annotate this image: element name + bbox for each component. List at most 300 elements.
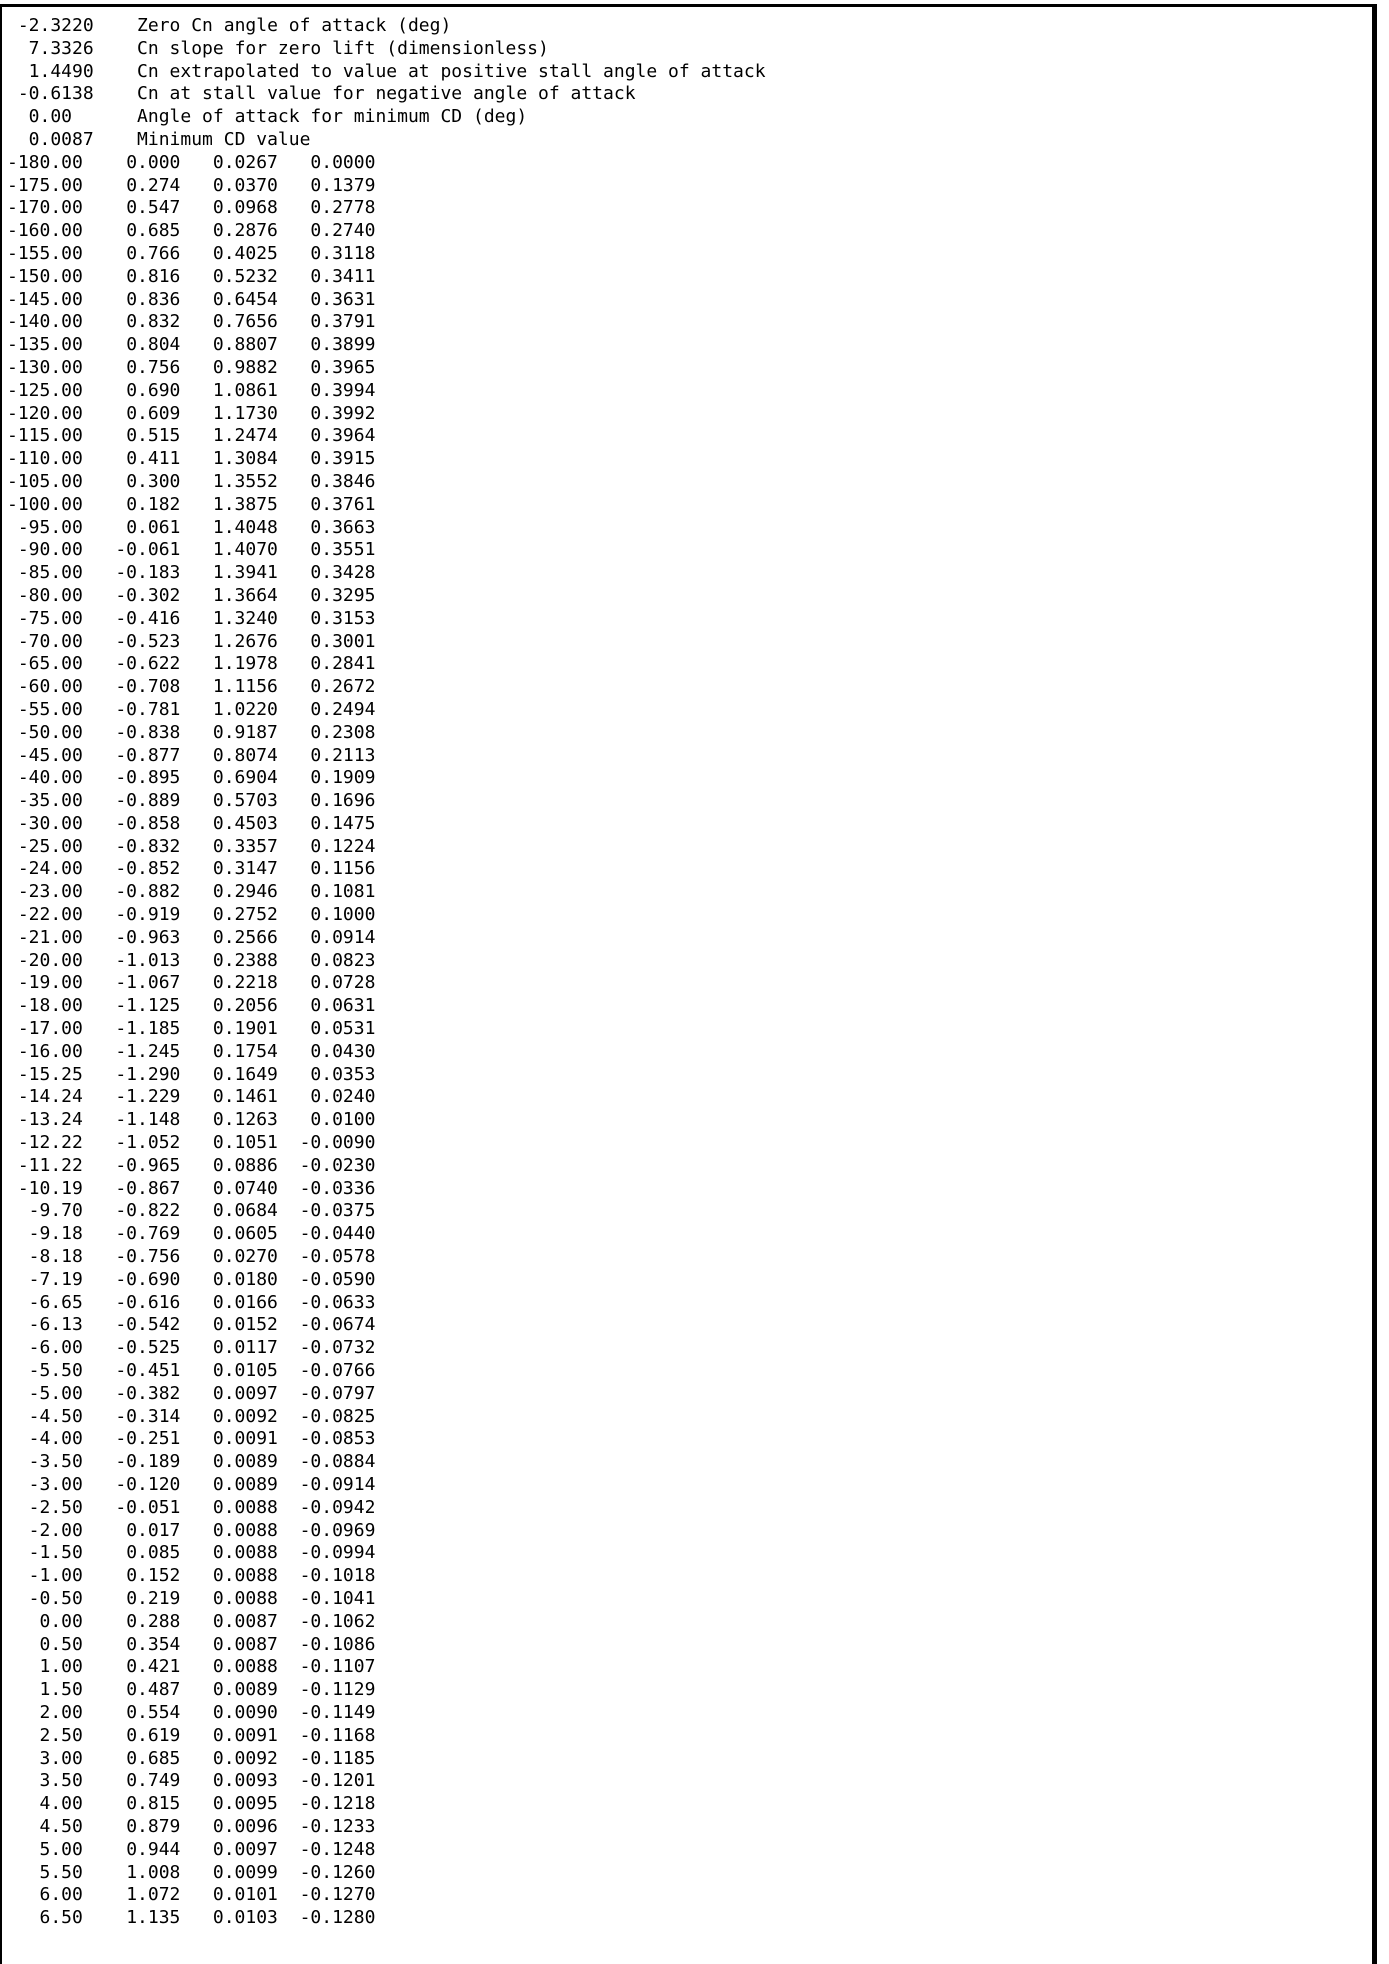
table-row: [7, 1246, 1372, 1269]
cd-cell: 0.1901: [212, 1018, 278, 1040]
cl-cell: 0.756: [126, 356, 181, 378]
cm-cell: -0.1086: [299, 1633, 376, 1655]
cm-cell: -0.0969: [299, 1519, 376, 1541]
table-row: [7, 1406, 1372, 1429]
param-label: Minimum CD value: [137, 128, 311, 150]
cd-cell: 1.0861: [212, 379, 278, 401]
table-row: [7, 1292, 1372, 1315]
cd-cell: 0.6454: [212, 288, 278, 310]
cd-cell: 0.0088: [212, 1565, 278, 1587]
cm-cell: 0.3992: [310, 402, 376, 424]
alpha-cell: -3.50: [28, 1451, 83, 1473]
alpha-cell: -65.00: [17, 653, 83, 675]
cd-cell: 1.1978: [212, 653, 278, 675]
cl-cell: 0.085: [126, 1542, 181, 1564]
cl-cell: 0.804: [126, 334, 181, 356]
alpha-cell: -70.00: [17, 630, 83, 652]
table-row: [7, 1064, 1372, 1087]
param-label: Angle of attack for minimum CD (deg): [137, 106, 528, 128]
table-row: [7, 1337, 1372, 1360]
cm-cell: 0.0430: [310, 1040, 376, 1062]
alpha-cell: -15.25: [17, 1063, 83, 1085]
cd-cell: 0.0091: [212, 1428, 278, 1450]
alpha-cell: 1.00: [39, 1656, 83, 1678]
alpha-cell: -1.00: [28, 1565, 83, 1587]
table-row: [7, 1428, 1372, 1451]
alpha-cell: -55.00: [17, 698, 83, 720]
alpha-cell: -170.00: [7, 197, 83, 219]
cm-cell: -0.0914: [299, 1474, 376, 1495]
cl-cell: 0.515: [126, 425, 181, 447]
table-row: [7, 517, 1372, 540]
alpha-cell: -0.50: [28, 1587, 83, 1609]
table-row: [7, 653, 1372, 676]
cd-cell: 0.2566: [212, 926, 278, 948]
table-row: [7, 1634, 1372, 1657]
cm-cell: -0.0766: [299, 1360, 376, 1382]
cl-cell: -0.708: [115, 676, 181, 698]
cm-cell: 0.2740: [310, 220, 376, 242]
cd-cell: 0.0099: [212, 1861, 278, 1883]
alpha-cell: -21.00: [17, 926, 83, 948]
table-row: [7, 813, 1372, 836]
table-row: [7, 1725, 1372, 1748]
table-row: [7, 608, 1372, 631]
cd-cell: 0.6904: [212, 767, 278, 789]
cl-cell: 0.152: [126, 1565, 181, 1587]
alpha-cell: -175.00: [7, 174, 83, 196]
table-row: [7, 403, 1372, 426]
cd-cell: 0.0101: [212, 1884, 278, 1906]
cm-cell: 0.1379: [310, 174, 376, 196]
cl-cell: -0.051: [115, 1496, 181, 1518]
cl-cell: 0.300: [126, 470, 181, 492]
param-label: Cn at stall value for negative angle of attack: [137, 83, 636, 105]
cm-cell: 0.3551: [310, 539, 376, 561]
table-row: [7, 357, 1372, 380]
table-row: [7, 631, 1372, 654]
cl-cell: -0.769: [115, 1223, 181, 1245]
cl-cell: 0.832: [126, 311, 181, 333]
table-row: [7, 243, 1372, 266]
cl-cell: 1.008: [126, 1861, 181, 1883]
alpha-cell: -9.70: [28, 1200, 83, 1222]
cm-cell: -0.0732: [299, 1337, 376, 1359]
cl-cell: -1.185: [115, 1018, 181, 1040]
alpha-cell: -105.00: [7, 470, 83, 492]
cl-cell: 0.182: [126, 493, 181, 515]
cd-cell: 1.2676: [212, 630, 278, 652]
cl-cell: 0.554: [126, 1701, 181, 1723]
alpha-cell: -20.00: [17, 949, 83, 971]
alpha-cell: -14.24: [17, 1086, 83, 1108]
cm-cell: 0.3965: [310, 356, 376, 378]
cl-cell: -1.067: [115, 972, 181, 994]
table-row: [7, 1748, 1372, 1771]
table-row: [7, 699, 1372, 722]
alpha-cell: -13.24: [17, 1109, 83, 1131]
cm-cell: 0.0531: [310, 1018, 376, 1040]
cm-cell: 0.3001: [310, 630, 376, 652]
alpha-cell: -7.19: [28, 1268, 83, 1290]
cm-cell: 0.3994: [310, 379, 376, 401]
cl-cell: 0.547: [126, 197, 181, 219]
cd-cell: 1.4070: [212, 539, 278, 561]
cl-cell: -0.965: [115, 1154, 181, 1176]
cl-cell: -0.525: [115, 1337, 181, 1359]
cm-cell: -0.0853: [299, 1428, 376, 1450]
cl-cell: 1.072: [126, 1884, 181, 1906]
table-row: [7, 1679, 1372, 1702]
cd-cell: 1.1730: [212, 402, 278, 424]
cd-cell: 0.3357: [212, 835, 278, 857]
cl-cell: -0.616: [115, 1291, 181, 1313]
alpha-cell: -17.00: [17, 1018, 83, 1040]
alpha-cell: -6.13: [28, 1314, 83, 1336]
cd-cell: 0.0088: [212, 1587, 278, 1609]
cd-cell: 1.3552: [212, 470, 278, 492]
alpha-cell: -8.18: [28, 1246, 83, 1268]
table-row: [7, 1839, 1372, 1862]
cd-cell: 0.2752: [212, 904, 278, 926]
cl-cell: 0.685: [126, 220, 181, 242]
alpha-cell: -50.00: [17, 721, 83, 743]
alpha-cell: -2.00: [28, 1519, 83, 1541]
cd-cell: 1.4048: [212, 516, 278, 538]
table-row: [7, 1132, 1372, 1155]
cm-cell: -0.1107: [299, 1656, 376, 1678]
cl-cell: -0.877: [115, 744, 181, 766]
cd-cell: 0.2218: [212, 972, 278, 994]
alpha-cell: -25.00: [17, 835, 83, 857]
cm-cell: 0.0728: [310, 972, 376, 994]
cm-cell: -0.0375: [299, 1200, 376, 1222]
cl-cell: -1.290: [115, 1063, 181, 1085]
cl-cell: 0.609: [126, 402, 181, 424]
alpha-cell: -6.65: [28, 1291, 83, 1313]
cd-cell: 0.0087: [212, 1610, 278, 1632]
cm-cell: 0.1696: [310, 790, 376, 812]
alpha-cell: -18.00: [17, 995, 83, 1017]
cm-cell: 0.0914: [310, 926, 376, 948]
cm-cell: -0.1280: [299, 1907, 376, 1929]
alpha-cell: -10.19: [17, 1177, 83, 1199]
alpha-cell: -75.00: [17, 607, 83, 629]
param-value: 7.3326: [7, 37, 94, 59]
cl-cell: -0.781: [115, 698, 181, 720]
cl-cell: -1.052: [115, 1132, 181, 1154]
cl-cell: -0.690: [115, 1268, 181, 1290]
cl-cell: 0.749: [126, 1770, 181, 1792]
cm-cell: 0.0240: [310, 1086, 376, 1108]
cl-cell: 0.685: [126, 1747, 181, 1769]
cd-cell: 0.0091: [212, 1724, 278, 1746]
cd-cell: 0.3147: [212, 858, 278, 880]
cd-cell: 0.0180: [212, 1268, 278, 1290]
table-row: [7, 676, 1372, 699]
table-row: [7, 539, 1372, 562]
cm-cell: -0.1218: [299, 1793, 376, 1815]
cd-cell: 0.1051: [212, 1132, 278, 1154]
alpha-cell: -60.00: [17, 676, 83, 698]
table-row: [7, 1086, 1372, 1109]
cd-cell: 0.9187: [212, 721, 278, 743]
cd-cell: 0.1649: [212, 1063, 278, 1085]
cd-cell: 0.0097: [212, 1382, 278, 1404]
alpha-cell: -16.00: [17, 1040, 83, 1062]
alpha-cell: 3.00: [39, 1747, 83, 1769]
alpha-cell: -100.00: [7, 493, 83, 515]
table-row: [7, 722, 1372, 745]
table-row: [7, 1588, 1372, 1611]
cl-cell: -0.882: [115, 881, 181, 903]
alpha-cell: -45.00: [17, 744, 83, 766]
cm-cell: 0.1000: [310, 904, 376, 926]
alpha-cell: -22.00: [17, 904, 83, 926]
cm-cell: -0.1260: [299, 1861, 376, 1883]
alpha-cell: 0.00: [39, 1610, 83, 1632]
table-row: [7, 972, 1372, 995]
cd-cell: 0.0089: [212, 1474, 278, 1495]
cm-cell: 0.0823: [310, 949, 376, 971]
table-row: [7, 1269, 1372, 1292]
alpha-cell: -2.50: [28, 1496, 83, 1518]
cd-cell: 0.0270: [212, 1246, 278, 1268]
cd-cell: 0.8807: [212, 334, 278, 356]
alpha-cell: 0.50: [39, 1633, 83, 1655]
table-row: [7, 858, 1372, 881]
cm-cell: 0.3411: [310, 265, 376, 287]
cl-cell: -0.189: [115, 1451, 181, 1473]
table-row: [7, 311, 1372, 334]
table-row: [7, 1884, 1372, 1907]
table-row: [7, 1178, 1372, 1201]
alpha-cell: -24.00: [17, 858, 83, 880]
cd-cell: 0.2946: [212, 881, 278, 903]
alpha-cell: -115.00: [7, 425, 83, 447]
cl-cell: 0.815: [126, 1793, 181, 1815]
cl-cell: -0.416: [115, 607, 181, 629]
cl-cell: 0.766: [126, 242, 181, 264]
table-row: [7, 220, 1372, 243]
cd-cell: 1.1156: [212, 676, 278, 698]
cl-cell: -1.148: [115, 1109, 181, 1131]
table-row: [7, 836, 1372, 859]
cl-cell: -0.822: [115, 1200, 181, 1222]
cl-cell: -0.302: [115, 584, 181, 606]
alpha-cell: -180.00: [7, 151, 83, 173]
alpha-cell: -40.00: [17, 767, 83, 789]
cd-cell: 0.0740: [212, 1177, 278, 1199]
header-param-line: [7, 129, 1372, 152]
cl-cell: 0.288: [126, 1610, 181, 1632]
table-row: [7, 1018, 1372, 1041]
cl-cell: -0.523: [115, 630, 181, 652]
cl-cell: -1.245: [115, 1040, 181, 1062]
cl-cell: -0.852: [115, 858, 181, 880]
table-row: [7, 334, 1372, 357]
cl-cell: -0.120: [115, 1474, 181, 1495]
cd-cell: 0.1461: [212, 1086, 278, 1108]
cl-cell: 1.135: [126, 1907, 181, 1929]
airfoil-data-file: [0, 4, 1377, 1964]
cm-cell: 0.2672: [310, 676, 376, 698]
cd-cell: 0.0097: [212, 1838, 278, 1860]
cm-cell: -0.0440: [299, 1223, 376, 1245]
cm-cell: -0.0884: [299, 1451, 376, 1473]
cl-cell: 0.354: [126, 1633, 181, 1655]
cd-cell: 0.0088: [212, 1542, 278, 1564]
cd-cell: 1.0220: [212, 698, 278, 720]
cl-cell: 0.421: [126, 1656, 181, 1678]
cl-cell: -0.889: [115, 790, 181, 812]
alpha-cell: 4.50: [39, 1815, 83, 1837]
cl-cell: 0.487: [126, 1679, 181, 1701]
cm-cell: 0.0631: [310, 995, 376, 1017]
table-row: [7, 927, 1372, 950]
cm-cell: -0.0825: [299, 1405, 376, 1427]
cm-cell: 0.3428: [310, 562, 376, 584]
table-row: [7, 175, 1372, 198]
table-row: [7, 1314, 1372, 1337]
param-value: -0.6138: [7, 83, 94, 105]
cm-cell: -0.1149: [299, 1701, 376, 1723]
table-row: [7, 1474, 1372, 1497]
header-param-line: [7, 106, 1372, 129]
alpha-cell: -30.00: [17, 812, 83, 834]
alpha-cell: -19.00: [17, 972, 83, 994]
alpha-cell: -5.00: [28, 1382, 83, 1404]
cm-cell: -0.0590: [299, 1268, 376, 1290]
cd-cell: 0.0088: [212, 1519, 278, 1541]
cm-cell: -0.0633: [299, 1291, 376, 1313]
cl-cell: 0.690: [126, 379, 181, 401]
alpha-cell: -80.00: [17, 584, 83, 606]
table-row: [7, 950, 1372, 973]
param-label: Cn extrapolated to value at positive stall angle of attack: [137, 60, 766, 82]
param-value: -2.3220: [7, 15, 94, 36]
table-row: [7, 1656, 1372, 1679]
cm-cell: -0.0336: [299, 1177, 376, 1199]
table-row: [7, 471, 1372, 494]
alpha-cell: -110.00: [7, 448, 83, 470]
cl-cell: 0.061: [126, 516, 181, 538]
table-row: [7, 197, 1372, 220]
param-label: Cn slope for zero lift (dimensionless): [137, 37, 549, 59]
cl-cell: -0.895: [115, 767, 181, 789]
cm-cell: -0.1062: [299, 1610, 376, 1632]
cm-cell: 0.2494: [310, 698, 376, 720]
table-row: [7, 266, 1372, 289]
cl-cell: -0.919: [115, 904, 181, 926]
table-row: [7, 1223, 1372, 1246]
alpha-cell: -85.00: [17, 562, 83, 584]
header-param-line: [7, 15, 1372, 38]
aero-coefficients-table: [7, 152, 1372, 1930]
cd-cell: 0.1754: [212, 1040, 278, 1062]
table-row: [7, 767, 1372, 790]
header-params: [7, 15, 1372, 152]
cl-cell: 0.274: [126, 174, 181, 196]
cl-cell: 0.017: [126, 1519, 181, 1541]
cm-cell: -0.1129: [299, 1679, 376, 1701]
cl-cell: -1.125: [115, 995, 181, 1017]
cm-cell: -0.0578: [299, 1246, 376, 1268]
table-row: [7, 562, 1372, 585]
cm-cell: -0.1185: [299, 1747, 376, 1769]
alpha-cell: 3.50: [39, 1770, 83, 1792]
alpha-cell: -120.00: [7, 402, 83, 424]
alpha-cell: -1.50: [28, 1542, 83, 1564]
table-row: [7, 1155, 1372, 1178]
cm-cell: 0.3153: [310, 607, 376, 629]
cd-cell: 0.5703: [212, 790, 278, 812]
cl-cell: -0.542: [115, 1314, 181, 1336]
cm-cell: -0.1168: [299, 1724, 376, 1746]
alpha-cell: 4.00: [39, 1793, 83, 1815]
cl-cell: -0.838: [115, 721, 181, 743]
cd-cell: 0.0089: [212, 1679, 278, 1701]
cd-cell: 0.9882: [212, 356, 278, 378]
alpha-cell: -135.00: [7, 334, 83, 356]
alpha-cell: -9.18: [28, 1223, 83, 1245]
cd-cell: 0.0166: [212, 1291, 278, 1313]
cm-cell: 0.2841: [310, 653, 376, 675]
cm-cell: -0.1201: [299, 1770, 376, 1792]
alpha-cell: -160.00: [7, 220, 83, 242]
table-row: [7, 1360, 1372, 1383]
cm-cell: 0.1475: [310, 812, 376, 834]
cm-cell: -0.1233: [299, 1815, 376, 1837]
cd-cell: 0.0095: [212, 1793, 278, 1815]
cd-cell: 1.3875: [212, 493, 278, 515]
table-row: [7, 1520, 1372, 1543]
cm-cell: -0.1270: [299, 1884, 376, 1906]
cd-cell: 0.2388: [212, 949, 278, 971]
cl-cell: -0.622: [115, 653, 181, 675]
table-row: [7, 585, 1372, 608]
cd-cell: 0.0152: [212, 1314, 278, 1336]
cm-cell: 0.2113: [310, 744, 376, 766]
table-row: [7, 790, 1372, 813]
cd-cell: 1.3941: [212, 562, 278, 584]
alpha-cell: -125.00: [7, 379, 83, 401]
cl-cell: -0.183: [115, 562, 181, 584]
cd-cell: 0.0092: [212, 1405, 278, 1427]
cm-cell: 0.1081: [310, 881, 376, 903]
table-row: [7, 1702, 1372, 1725]
cd-cell: 0.0117: [212, 1337, 278, 1359]
cd-cell: 0.0105: [212, 1360, 278, 1382]
cl-cell: -0.451: [115, 1360, 181, 1382]
cd-cell: 0.0605: [212, 1223, 278, 1245]
cd-cell: 0.0088: [212, 1496, 278, 1518]
cd-cell: 0.7656: [212, 311, 278, 333]
param-value: 0.00: [7, 106, 73, 128]
cm-cell: 0.3791: [310, 311, 376, 333]
cl-cell: 0.816: [126, 265, 181, 287]
table-row: [7, 425, 1372, 448]
cl-cell: 0.879: [126, 1815, 181, 1837]
alpha-cell: -12.22: [17, 1132, 83, 1154]
cm-cell: -0.0674: [299, 1314, 376, 1336]
table-row: [7, 152, 1372, 175]
alpha-cell: -4.50: [28, 1405, 83, 1427]
alpha-cell: -140.00: [7, 311, 83, 333]
cm-cell: 0.3631: [310, 288, 376, 310]
cd-cell: 0.0103: [212, 1907, 278, 1929]
table-row: [7, 1770, 1372, 1793]
